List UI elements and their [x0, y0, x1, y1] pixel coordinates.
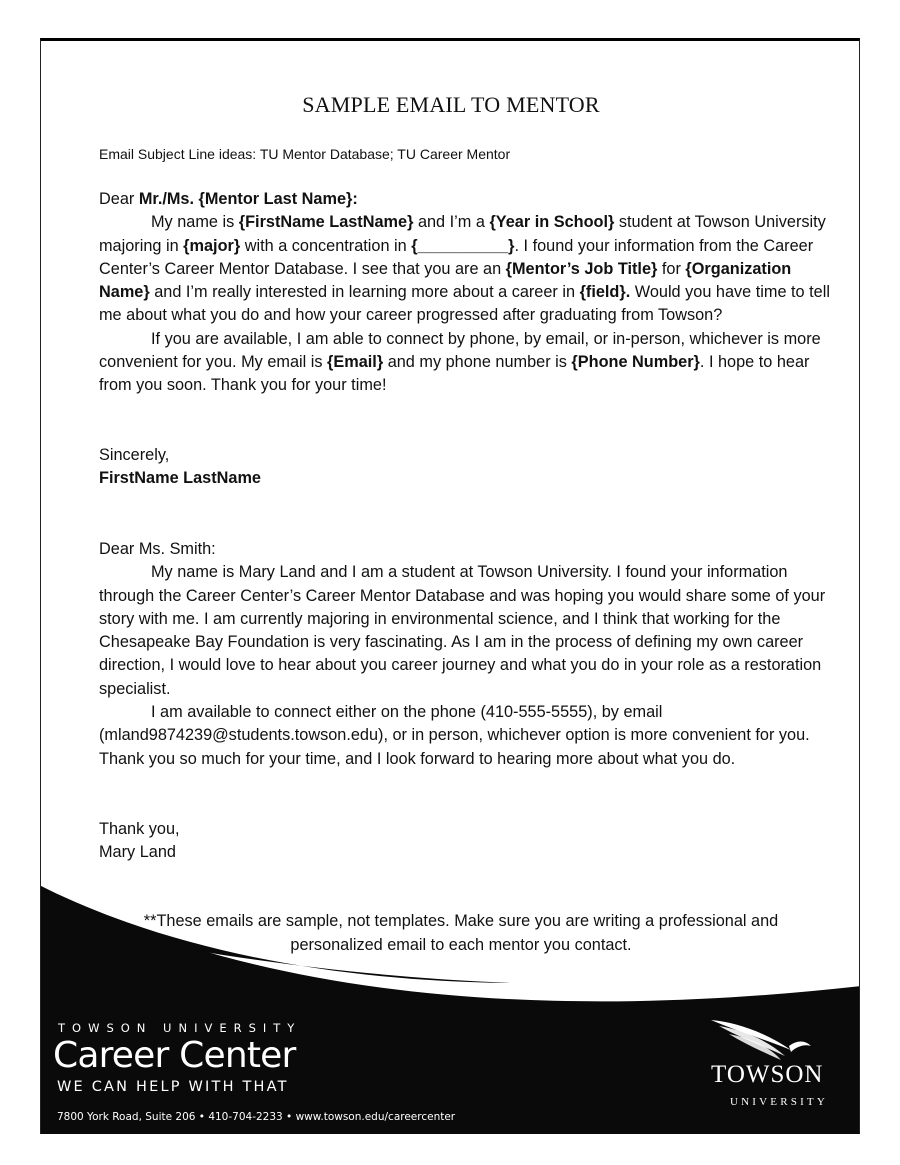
example-signature: Mary Land	[99, 843, 176, 862]
placeholder-job-title: {Mentor’s Job Title}	[505, 259, 658, 278]
placeholder-name: {FirstName LastName}	[238, 213, 414, 232]
template-paragraph-1	[99, 211, 834, 327]
document-page	[40, 38, 860, 1134]
subject-line-ideas: Email Subject Line ideas: TU Mentor Database; TU Career Mentor	[99, 146, 511, 162]
template-letter	[99, 188, 834, 398]
footer-logo-wordmark: TOWSON	[711, 1061, 824, 1088]
template-signature: FirstName LastName	[99, 469, 261, 488]
footer-university-label: TOWSON UNIVERSITY	[58, 1021, 302, 1035]
text-run: . I found your information from the Career Center’s Career Mentor Database. I see that you are an	[99, 236, 814, 278]
disclaimer-note: **These emails are sample, not templates. Make sure you are writing a professional and personalized email to each mentor you contact.	[143, 912, 779, 954]
salutation-prefix: Dear	[99, 190, 139, 208]
placeholder-phone: {Phone Number}	[571, 353, 700, 372]
placeholder-field: {field}.	[579, 283, 631, 302]
footer-tagline: WE CAN HELP WITH THAT	[57, 1079, 289, 1095]
footer-logo-subtitle: UNIVERSITY	[730, 1096, 828, 1108]
salutation-placeholder: Mr./Ms. {Mentor Last Name}:	[138, 190, 358, 208]
text-run: for	[657, 259, 686, 278]
example-paragraph-1: My name is Mary Land and I am a student at Towson University. I found your information through the Career Center’s Career Mentor Database and was hoping you would share some of your story with me. I am currently majoring in environmental science, and I think that working for the Chesapeake Bay Foundation is very fascinating. As I am in the process of defining my own career direction, I would love to hear about you career journey and what you do in your role as a restoration specialist.	[99, 563, 826, 698]
text-run: with a concentration in	[240, 236, 412, 255]
text-run: and I’m a	[413, 213, 490, 232]
example-salutation: Dear Ms. Smith:	[99, 540, 216, 558]
towson-feather-logo-icon	[705, 1016, 815, 1066]
footer-address: 7800 York Road, Suite 206 • 410-704-2233 • www.towson.edu/careercenter	[57, 1111, 456, 1123]
text-run: . I hope to hear from you soon. Thank you for your time!	[99, 353, 810, 395]
footer-department-name: Career Center	[53, 1035, 296, 1076]
template-paragraph-2	[99, 328, 834, 398]
placeholder-organization: {Organization Name}	[99, 259, 792, 302]
text-run: student at Towson University majoring in	[99, 213, 826, 255]
page-title: SAMPLE EMAIL TO MENTOR	[302, 92, 600, 117]
text-run: If you are available, I am able to connect by phone, by email, or in-person, whichever is more convenient for you. My email is	[99, 329, 821, 372]
example-letter	[99, 538, 834, 771]
template-salutation	[99, 188, 834, 211]
example-closing: Thank you,	[99, 820, 180, 838]
template-closing: Sincerely,	[99, 446, 170, 464]
text-run: Would you have time to tell me about what you do and how your career progressed after graduating from Towson?	[99, 283, 830, 325]
placeholder-concentration: {__________}	[411, 236, 515, 255]
placeholder-major: {major}	[183, 236, 241, 255]
template-signoff	[99, 444, 261, 491]
text-run: My name is	[151, 213, 239, 232]
example-paragraph-2: I am available to connect either on the phone (410-555-5555), by email (mland9874239@students.towson.edu), or in person, whichever option is more convenient for you. Thank you so much for your time, and I look forward to hearing more about what you do.	[99, 703, 810, 768]
text-run: and I’m really interested in learning more about a career in	[149, 283, 580, 302]
text-run: and my phone number is	[383, 353, 572, 372]
placeholder-email: {Email}	[327, 353, 384, 372]
placeholder-year: {Year in School}	[489, 213, 615, 232]
